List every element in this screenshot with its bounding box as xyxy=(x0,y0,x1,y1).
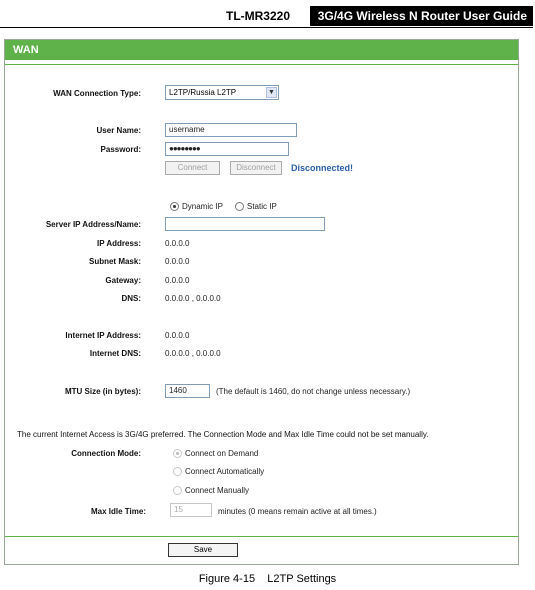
header-model: TL-MR3220 xyxy=(225,9,290,23)
access-notice: The current Internet Access is 3G/4G preferred. The Connection Mode and Max Idle Time could not be set manually. xyxy=(17,430,429,439)
password-input[interactable]: ●●●●●●●● xyxy=(165,142,289,156)
gateway-value: 0.0.0.0 xyxy=(165,276,190,285)
connect-automatically-radio[interactable] xyxy=(173,467,182,476)
dynamic-ip-radio[interactable] xyxy=(170,202,179,211)
password-label: Password: xyxy=(100,145,141,154)
internet-ip-label: Internet IP Address: xyxy=(65,331,141,340)
bottom-divider xyxy=(5,536,518,537)
subnet-mask-label: Subnet Mask: xyxy=(88,257,141,266)
internet-dns-value: 0.0.0.0 , 0.0.0.0 xyxy=(165,349,221,358)
disconnect-button[interactable]: Disconnect xyxy=(230,161,282,175)
connect-on-demand-label: Connect on Demand xyxy=(185,449,259,458)
wan-type-value: L2TP/Russia L2TP xyxy=(169,88,237,97)
connection-status: Disconnected! xyxy=(291,163,354,173)
internet-ip-value: 0.0.0.0 xyxy=(165,331,190,340)
mtu-label: MTU Size (in bytes): xyxy=(64,387,141,396)
connect-manually-label: Connect Manually xyxy=(185,486,250,495)
header-rule xyxy=(0,27,533,28)
gateway-label: Gateway: xyxy=(105,276,141,285)
figure-caption: Figure 4-15 L2TP Settings xyxy=(198,573,337,585)
connection-mode-label: Connection Mode: xyxy=(71,449,141,458)
dynamic-ip-label: Dynamic IP xyxy=(182,202,223,211)
internet-dns-label: Internet DNS: xyxy=(89,349,141,358)
max-idle-hint: minutes (0 means remain active at all times.) xyxy=(218,507,377,516)
connect-automatically-label: Connect Automatically xyxy=(185,467,265,476)
static-ip-label: Static IP xyxy=(247,202,277,211)
mtu-hint: (The default is 1460, do not change unless necessary.) xyxy=(216,387,411,396)
connect-button[interactable]: Connect xyxy=(165,161,220,175)
top-divider xyxy=(5,64,518,65)
connect-on-demand-radio[interactable] xyxy=(173,449,182,458)
dns-label: DNS: xyxy=(121,294,141,303)
ip-address-value: 0.0.0.0 xyxy=(165,239,190,248)
dns-value: 0.0.0.0 , 0.0.0.0 xyxy=(165,294,221,303)
wan-type-select[interactable] xyxy=(165,85,279,100)
header-title: 3G/4G Wireless N Router User Guide xyxy=(310,6,533,26)
save-button[interactable]: Save xyxy=(168,543,238,557)
connect-manually-radio[interactable] xyxy=(173,486,182,495)
wan-panel xyxy=(4,39,519,565)
document-header xyxy=(0,0,535,34)
server-input[interactable] xyxy=(165,217,325,231)
wan-type-label: WAN Connection Type: xyxy=(53,89,141,98)
chevron-down-icon[interactable]: ▼ xyxy=(266,87,277,98)
panel-title: WAN xyxy=(5,40,518,60)
username-input[interactable]: username xyxy=(165,123,297,137)
username-label: User Name: xyxy=(96,126,141,135)
max-idle-input[interactable]: 15 xyxy=(170,503,212,517)
subnet-mask-value: 0.0.0.0 xyxy=(165,257,190,266)
ip-address-label: IP Address: xyxy=(96,239,141,248)
server-label: Server IP Address/Name: xyxy=(45,220,141,229)
static-ip-radio[interactable] xyxy=(235,202,244,211)
max-idle-label: Max Idle Time: xyxy=(91,507,146,516)
mtu-input[interactable]: 1460 xyxy=(165,384,210,398)
